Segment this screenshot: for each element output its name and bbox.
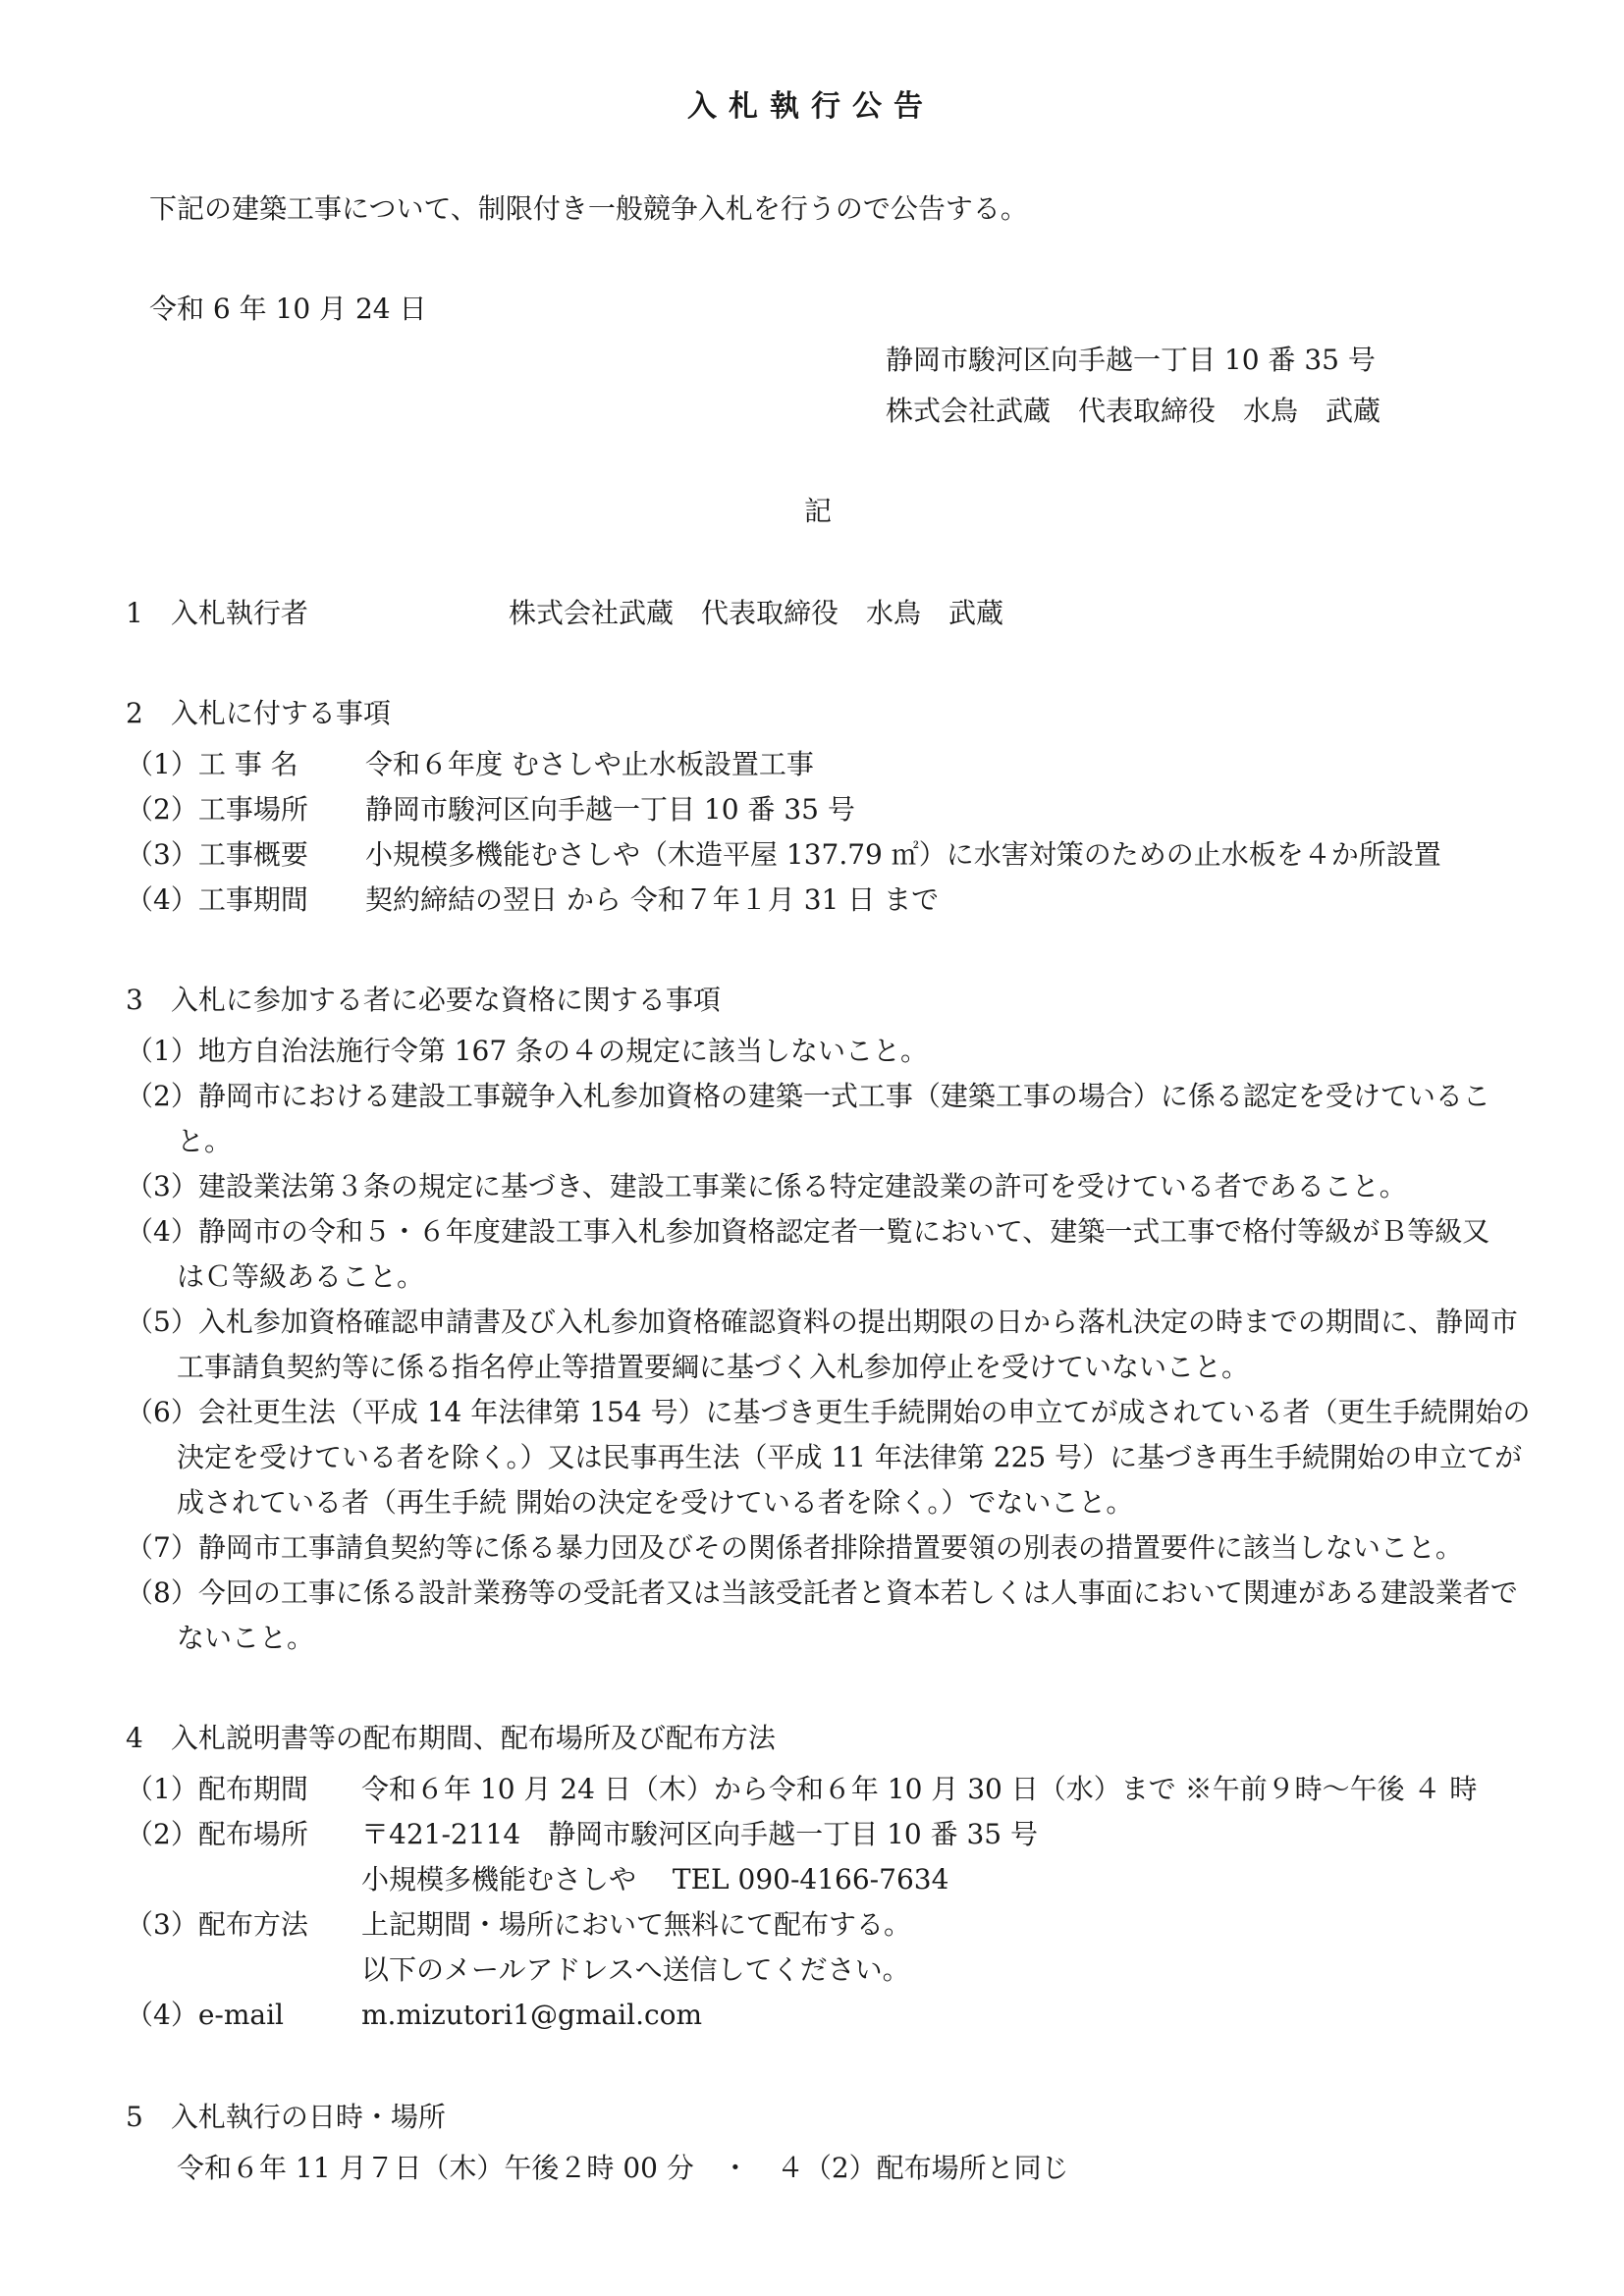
ki-marker: 記 (804, 495, 833, 527)
section-1-heading: 1 入札執行者 (126, 597, 308, 629)
s4-item-value: 令和６年 10 月 24 日（木）から令和６年 10 月 30 日（水）まで ※午前９時～午後 ４ 時 (361, 1773, 1478, 1805)
s3-item-line: と。 (177, 1125, 233, 1157)
section-1-value: 株式会社武蔵 代表取締役 水鳥 武蔵 (509, 597, 1004, 629)
s2-item-value: 契約締結の翌日 から 令和７年１月 31 日 まで (365, 883, 940, 916)
s4-item-label: （1）配布期間 (126, 1773, 308, 1805)
s4-item-label: （2）配布場所 (126, 1818, 308, 1850)
s2-item-label: （4）工事期間 (126, 883, 308, 916)
s4-item-value: 小規模多機能むさしや TEL 090-4166-7634 (361, 1863, 949, 1896)
s3-item-line: （2）静岡市における建設工事競争入札参加資格の建築一式工事（建築工事の場合）に係る認定を受けているこ (126, 1080, 1490, 1112)
s2-item-value: 令和６年度 むさしや止水板設置工事 (365, 748, 814, 780)
section-5-heading: 5 入札執行の日時・場所 (126, 2101, 446, 2133)
s3-item-line: 工事請負契約等に係る指名停止等措置要綱に基づく入札参加停止を受けていないこと。 (177, 1351, 1250, 1383)
s4-item-value: 以下のメールアドレスへ送信してください。 (361, 1953, 910, 1986)
issuer-address: 静岡市駿河区向手越一丁目 10 番 35 号 (886, 344, 1376, 376)
email-address: m.mizutori1@gmail.com (361, 1999, 703, 2031)
s4-item-label: （3）配布方法 (126, 1908, 308, 1941)
s3-item-line: （4）静岡市の令和５・６年度建設工事入札参加資格認定者一覧において、建築一式工事で格付等級がＢ等級又 (126, 1215, 1490, 1248)
s2-item-value: 静岡市駿河区向手越一丁目 10 番 35 号 (365, 793, 855, 826)
page-title: 入札執行公告 (687, 89, 935, 124)
s3-item-line: （8）今回の工事に係る設計業務等の受託者又は当該受託者と資本若しくは人事面において関連がある建設業者で (126, 1576, 1518, 1609)
section-3-heading: 3 入札に参加する者に必要な資格に関する事項 (126, 984, 721, 1016)
s4-item-value: 〒421-2114 静岡市駿河区向手越一丁目 10 番 35 号 (361, 1818, 1039, 1850)
s3-item-line: （5）入札参加資格確認申請書及び入札参加資格確認資料の提出期限の日から落札決定の時までの期間に、静岡市 (126, 1306, 1518, 1338)
issuer-name: 株式会社武蔵 代表取締役 水鳥 武蔵 (886, 395, 1381, 427)
s3-item-line: はＣ等級あること。 (177, 1260, 425, 1293)
s3-item-line: （1）地方自治法施行令第 167 条の４の規定に該当しないこと。 (126, 1035, 929, 1067)
s3-item-line: ないこと。 (177, 1622, 315, 1654)
notice-date: 令和 6 年 10 月 24 日 (149, 293, 427, 325)
section-2-heading: 2 入札に付する事項 (126, 697, 391, 729)
s2-item-label: （2）工事場所 (126, 793, 308, 826)
s3-item-line: 成されている者（再生手続 開始の決定を受けている者を除く。）でないこと。 (177, 1486, 1134, 1519)
s2-item-label: （1）工 事 名 (126, 748, 298, 780)
s3-item-line: 決定を受けている者を除く。）又は民事再生法（平成 11 年法律第 225 号）に基づき再生手続開始の申立てが (177, 1441, 1523, 1473)
section-5-value: 令和６年 11 月７日（木）午後２時 00 分 ・ ４（2）配布場所と同じ (177, 2152, 1069, 2184)
intro-text: 下記の建築工事について、制限付き一般競争入札を行うので公告する。 (149, 192, 1028, 225)
s4-item-label: （4）e-mail (126, 1999, 285, 2031)
s4-item-value: 上記期間・場所において無料にて配布する。 (361, 1908, 912, 1941)
s3-item-line: （6）会社更生法（平成 14 年法律第 154 号）に基づき更生手続開始の申立てが成されている者（更生手続開始の (126, 1396, 1531, 1428)
s2-item-value: 小規模多機能むさしや（木造平屋 137.79 ㎡）に水害対策のための止水板を４か所設置 (365, 838, 1441, 871)
s3-item-line: （7）静岡市工事請負契約等に係る暴力団及びその関係者排除措置要領の別表の措置要件に該当しないこと。 (126, 1531, 1463, 1564)
s3-item-line: （3）建設業法第３条の規定に基づき、建設工事業に係る特定建設業の許可を受けている者であること。 (126, 1170, 1407, 1202)
section-4-heading: 4 入札説明書等の配布期間、配布場所及び配布方法 (126, 1722, 776, 1754)
s2-item-label: （3）工事概要 (126, 838, 308, 871)
